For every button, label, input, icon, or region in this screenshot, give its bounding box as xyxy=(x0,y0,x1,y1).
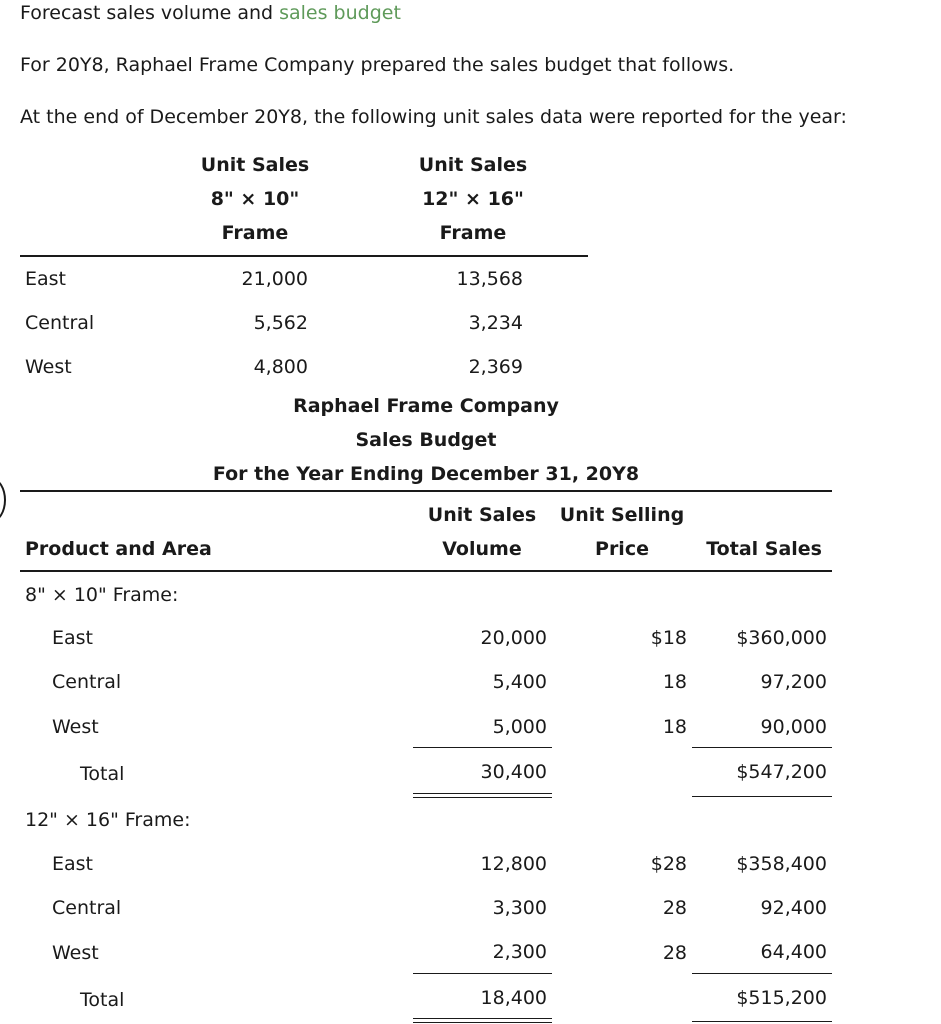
budget-row-volume: 2,300 xyxy=(492,941,547,963)
budget-row-area: East xyxy=(52,853,93,875)
page-heading xyxy=(20,2,401,24)
actual-row-label: Central xyxy=(25,312,95,334)
subtotal-rule-volume xyxy=(413,747,552,748)
budget-row-sales: 97,200 xyxy=(760,671,827,693)
budget-row-price: $28 xyxy=(650,853,687,875)
actual-row-v1: 5,562 xyxy=(253,312,308,334)
budget-row-sales: $360,000 xyxy=(736,627,827,649)
double-rule-volume xyxy=(413,793,552,798)
budget-header-rule xyxy=(20,570,832,572)
subtotal-rule-sales xyxy=(692,747,832,748)
subtotal-rule-sales xyxy=(692,973,832,974)
header-unit-sales: Unit Sales xyxy=(427,504,537,526)
budget-row-sales: 92,400 xyxy=(760,897,827,919)
header-total-sales: Total Sales xyxy=(706,538,822,560)
budget-row-area: East xyxy=(52,627,93,649)
group-total-volume: 18,400 xyxy=(480,987,547,1009)
intro-text: For 20Y8, Raphael Frame Company prepared the sales budget that follows. xyxy=(20,54,735,76)
budget-row-volume: 5,000 xyxy=(492,716,547,738)
group-label: 12" × 16" Frame: xyxy=(25,809,191,831)
budget-company: Raphael Frame Company xyxy=(293,395,559,417)
budget-row-sales: 64,400 xyxy=(760,941,827,963)
budget-row-price: 28 xyxy=(662,942,687,964)
col1-header-line2: 8" × 10" xyxy=(210,188,300,210)
budget-top-rule xyxy=(20,490,832,492)
budget-row-price: 18 xyxy=(662,671,687,693)
budget-row-volume: 5,400 xyxy=(492,671,547,693)
header-unit-selling: Unit Selling xyxy=(559,504,685,526)
subtotal-rule-volume xyxy=(413,973,552,974)
group-total-volume: 30,400 xyxy=(480,761,547,783)
budget-row-volume: 12,800 xyxy=(480,853,547,875)
double-rule-volume xyxy=(413,1018,552,1023)
actual-row-v1: 4,800 xyxy=(253,356,308,378)
col2-header-line2: 12" × 16" xyxy=(422,188,524,210)
budget-row-area: Central xyxy=(52,897,122,919)
actual-row-v1: 21,000 xyxy=(241,268,308,290)
actual-header-rule xyxy=(20,255,588,257)
budget-row-volume: 3,300 xyxy=(492,897,547,919)
budget-row-sales: $358,400 xyxy=(736,853,827,875)
col1-header-line1: Unit Sales xyxy=(200,154,310,176)
prompt-text: At the end of December 20Y8, the following unit sales data were reported for the year: xyxy=(20,106,847,128)
sales-budget-link[interactable]: sales budget xyxy=(279,2,401,24)
budget-row-sales: 90,000 xyxy=(760,716,827,738)
group-label: 8" × 10" Frame: xyxy=(25,584,179,606)
col2-header-line1: Unit Sales xyxy=(418,154,528,176)
budget-period: For the Year Ending December 31, 20Y8 xyxy=(212,463,640,485)
budget-title: Sales Budget xyxy=(355,429,497,451)
actual-row-v2: 13,568 xyxy=(456,268,523,290)
group-total-sales: $515,200 xyxy=(736,987,827,1009)
actual-row-v2: 2,369 xyxy=(468,356,523,378)
col1-header-line3: Frame xyxy=(221,222,289,244)
decorative-arc xyxy=(0,478,6,522)
budget-row-area: Central xyxy=(52,671,122,693)
group-total-sales: $547,200 xyxy=(736,761,827,783)
total-rule-sales xyxy=(692,1021,832,1022)
header-product-area: Product and Area xyxy=(25,538,212,560)
actual-row-label: West xyxy=(25,356,72,378)
group-total-label: Total xyxy=(80,763,125,785)
heading-prefix: Forecast sales volume and xyxy=(20,2,280,24)
total-rule-sales xyxy=(692,796,832,797)
actual-row-label: East xyxy=(25,268,66,290)
col2-header-line3: Frame xyxy=(439,222,507,244)
header-price: Price xyxy=(595,538,649,560)
budget-row-area: West xyxy=(52,716,99,738)
budget-row-price: $18 xyxy=(650,627,687,649)
budget-row-price: 18 xyxy=(662,716,687,738)
budget-row-area: West xyxy=(52,942,99,964)
actual-row-v2: 3,234 xyxy=(468,312,523,334)
budget-row-price: 28 xyxy=(662,897,687,919)
header-volume: Volume xyxy=(442,538,522,560)
budget-row-volume: 20,000 xyxy=(480,627,547,649)
group-total-label: Total xyxy=(80,989,125,1011)
